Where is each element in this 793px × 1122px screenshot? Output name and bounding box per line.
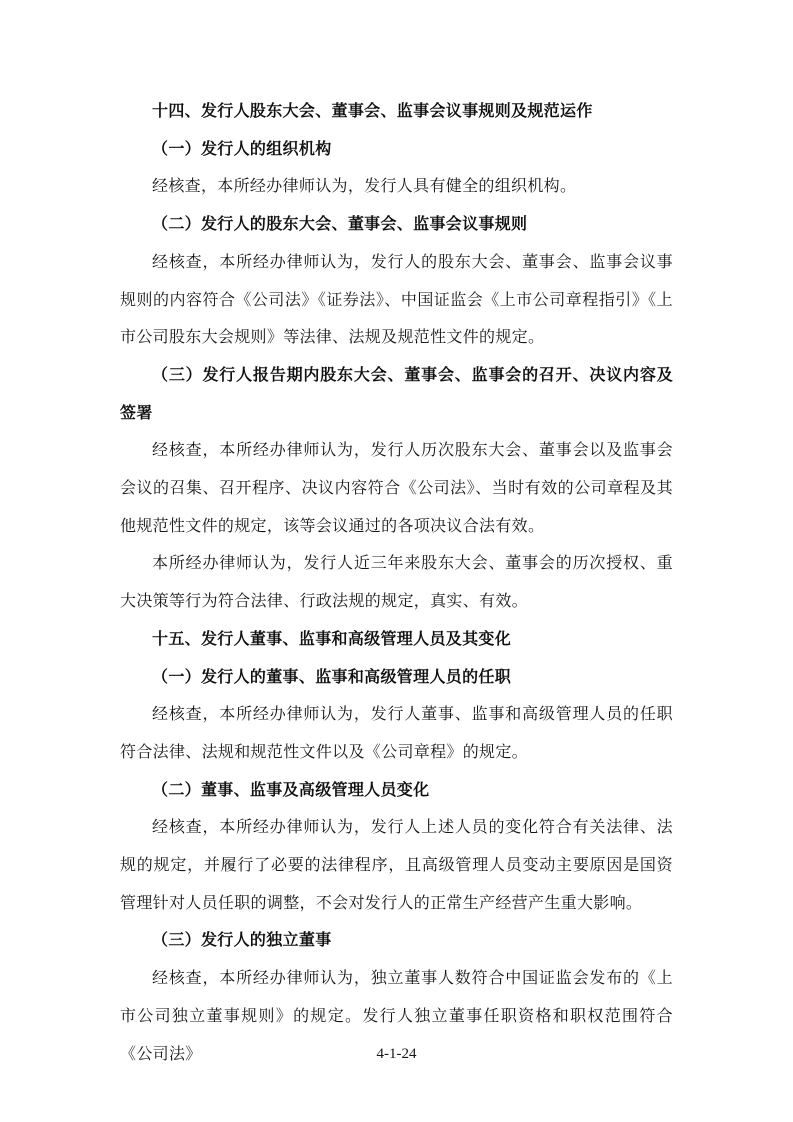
paragraph-independent-directors: 经核查，本所经办律师认为，独立董事人数符合中国证监会发布的《上市公司独立董事规则》的规定。发行人独立董事任职资格和职权范围符合《公司法》 xyxy=(120,970,673,1063)
section-heading-14: 十四、发行人股东大会、董事会、监事会议事规则及规范运作 xyxy=(152,103,593,120)
paragraph-officers-changes: 经核查，本所经办律师认为，发行人上述人员的变化符合有关法律、法规的规定，并履行了必要的法律程序，且高级管理人员变动主要原因是国资管理针对人员任职的调整，不会对发行人的正常生产经营产生重大影响。 xyxy=(120,819,673,912)
page-footer xyxy=(0,1042,793,1066)
page-number: 4-1-24 xyxy=(376,1046,417,1062)
subsection-heading-15-3: （三）发行人的独立董事 xyxy=(152,932,332,950)
subsection-heading-15-1: （一）发行人的董事、监事和高级管理人员的任职 xyxy=(152,668,512,686)
paragraph-meeting-rules: 经核查，本所经办律师认为，发行人的股东大会、董事会、监事会议事规则的内容符合《公司法》《证券法》、中国证监会《上市公司章程指引》《上市公司股东大会规则》等法律、法规及规范性文件的规定。 xyxy=(120,253,673,347)
paragraph-officers-tenure: 经核查，本所经办律师认为，发行人董事、监事和高级管理人员的任职符合法律、法规和规范性文件以及《公司章程》的规定。 xyxy=(120,706,673,761)
subsection-heading-14-3: （三）发行人报告期内股东大会、董事会、监事会的召开、决议内容及签署 xyxy=(120,366,673,422)
paragraph-authorizations: 本所经办律师认为，发行人近三年来股东大会、董事会的历次授权、重大决策等行为符合法律、行政法规的规定，真实、有效。 xyxy=(120,555,673,611)
paragraph-organization: 经核查，本所经办律师认为，发行人具有健全的组织机构。 xyxy=(152,178,577,196)
subsection-heading-14-2: （二）发行人的股东大会、董事会、监事会议事规则 xyxy=(152,216,528,234)
subsection-heading-14-1: （一）发行人的组织机构 xyxy=(152,140,332,158)
section-heading-15: 十五、发行人董事、监事和高级管理人员及其变化 xyxy=(152,630,512,648)
paragraph-meetings-validity: 经核查，本所经办律师认为，发行人历次股东大会、董事会以及监事会会议的召集、召开程序、决议内容符合《公司法》、当时有效的公司章程及其他规范性文件的规定，该等会议通过的各项决议合法有效。 xyxy=(120,442,673,535)
subsection-heading-15-2: （二）董事、监事及高级管理人员变化 xyxy=(152,781,430,799)
document-body xyxy=(120,0,673,1073)
